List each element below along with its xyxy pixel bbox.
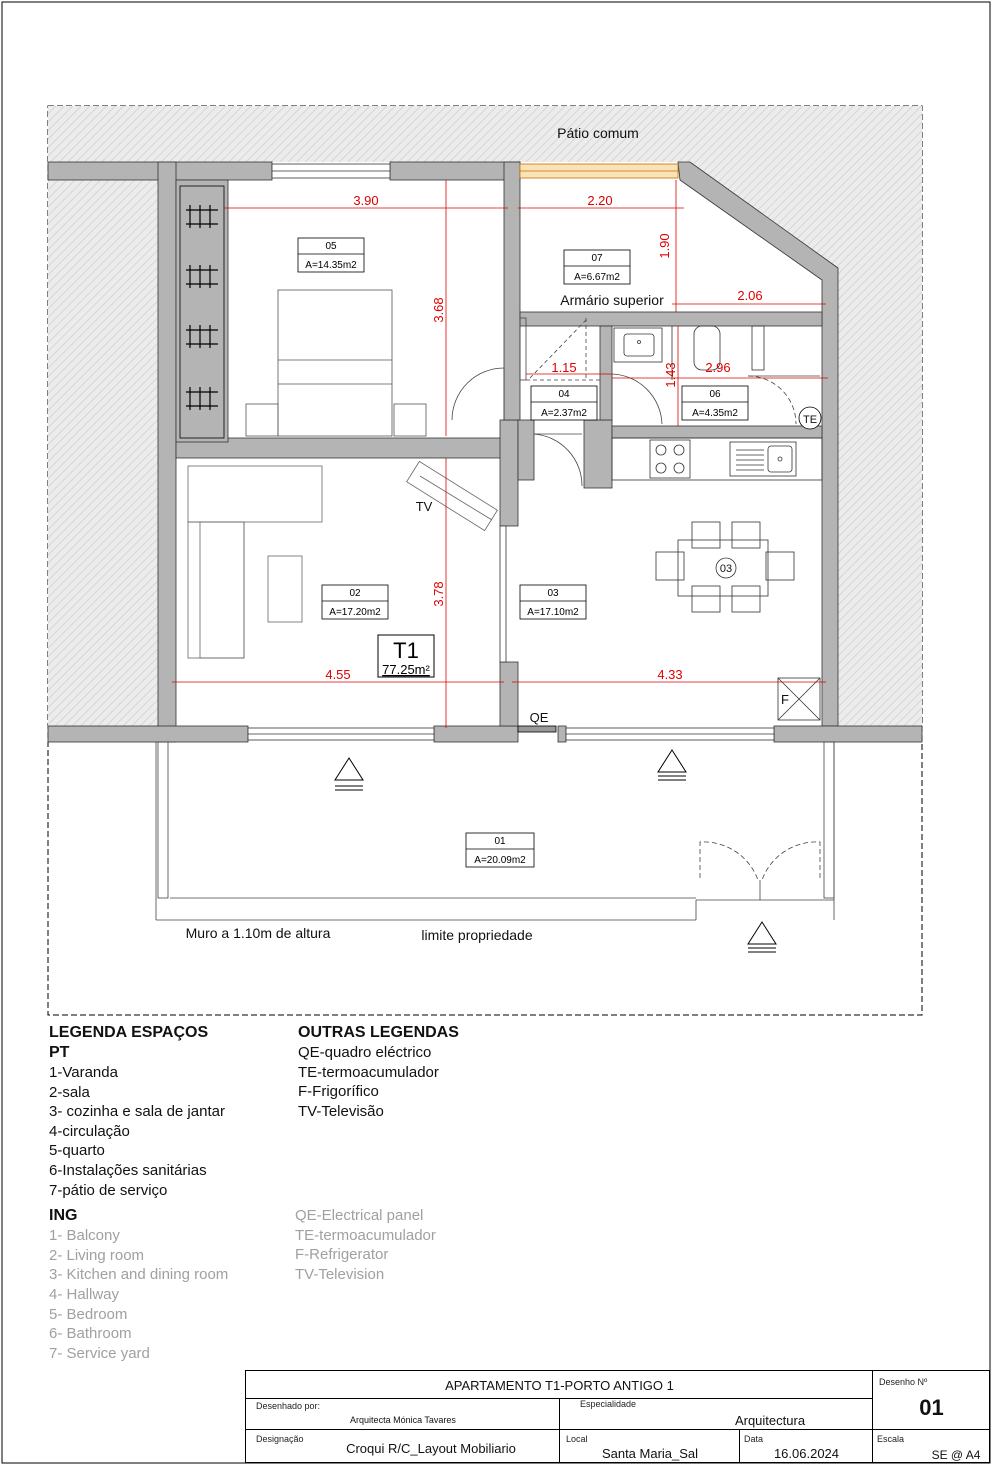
svg-text:05: 05 <box>325 241 337 252</box>
legend-ing-item: 6- Bathroom <box>49 1325 132 1343</box>
tb-scale: SE @ A4 <box>931 1448 981 1462</box>
tb-date: 16.06.2024 <box>773 1446 840 1461</box>
qe-label: QE <box>529 710 549 725</box>
room-label-03 <box>520 585 586 619</box>
room-label-04 <box>531 386 597 420</box>
room-label-02 <box>322 585 388 619</box>
svg-text:06: 06 <box>709 389 721 400</box>
legend-pt-item: 2-sala <box>49 1083 90 1101</box>
svg-text:T1: T1 <box>393 638 419 663</box>
legend-ing-item: 3- Kitchen and dining room <box>49 1266 229 1284</box>
svg-text:02: 02 <box>349 588 361 599</box>
dim-service-yard-width: 2.20 <box>587 193 613 208</box>
legend-pt-title: PT <box>49 1044 70 1061</box>
dim-bedroom-depth: 3.68 <box>431 297 446 323</box>
svg-text:A=2.37m2: A=2.37m2 <box>541 408 587 419</box>
svg-text:04: 04 <box>558 389 570 400</box>
tb-place-cell <box>560 1430 740 1462</box>
common-patio <box>48 106 922 162</box>
room-labels <box>298 238 748 867</box>
room-label-06 <box>682 386 748 420</box>
room-label-01 <box>466 833 534 867</box>
svg-text:A=17.20m2: A=17.20m2 <box>329 607 381 618</box>
dim-yard-bottom: 2.06 <box>737 288 763 303</box>
svg-text:A=17.10m2: A=17.10m2 <box>527 607 579 618</box>
patio-left-hatch <box>48 180 158 726</box>
room-label-05 <box>298 238 364 272</box>
legend-pt-item: 3- cozinha e sala de jantar <box>49 1103 225 1121</box>
room-label-07 <box>564 250 630 284</box>
dim-living-width: 4.55 <box>325 667 351 682</box>
legend-ing-item: 2- Living room <box>49 1246 145 1264</box>
tb-specialty: Arquitectura <box>734 1413 806 1428</box>
balcony <box>156 742 834 920</box>
legend-pt-item: 4-circulação <box>49 1122 130 1140</box>
legend-other-ing-item: F-Refrigerator <box>295 1246 389 1264</box>
dim-service-yard-depth: 1.90 <box>657 233 672 259</box>
svg-text:A=20.09m2: A=20.09m2 <box>474 855 526 866</box>
tb-project: APARTAMENTO T1-PORTO ANTIGO 1 <box>445 1378 674 1393</box>
entry-markers <box>335 750 776 952</box>
tb-designation: Croqui R/C_Layout Mobiliario <box>346 1441 516 1456</box>
tb-drawnby-label: Desenhado por: <box>256 1401 321 1411</box>
legend-ing-item: 5- Bedroom <box>49 1305 128 1323</box>
legend-other <box>298 1023 518 1121</box>
bed <box>246 290 426 436</box>
patio-label: Pátio comum <box>557 125 639 141</box>
table-label: 03 <box>719 563 733 575</box>
electrical-panel <box>518 726 556 732</box>
fridge-label: F <box>781 692 789 707</box>
legend-ing-title: ING <box>49 1207 78 1225</box>
tb-place-label: Local <box>566 1434 588 1444</box>
bathroom-fixtures <box>614 326 764 380</box>
walls <box>48 162 922 742</box>
te-label: TE <box>802 414 818 426</box>
legend-pt-item: 1-Varanda <box>49 1064 118 1081</box>
legend-other-item: QE-quadro eléctrico <box>298 1044 432 1061</box>
dim-living-depth: 3.78 <box>431 581 446 607</box>
tb-specialty-cell <box>560 1399 873 1430</box>
svg-text:A=14.35m2: A=14.35m2 <box>305 260 357 271</box>
legend-other-ing-item: TE-termoacumulador <box>295 1226 436 1244</box>
svg-text:A=4.35m2: A=4.35m2 <box>692 408 738 419</box>
legend-other-english <box>295 1206 515 1284</box>
tb-place: Santa Maria_Sal <box>601 1446 699 1461</box>
svg-text:A=6.67m2: A=6.67m2 <box>574 272 620 283</box>
tb-drawnby: Arquitecta Mónica Tavares <box>350 1415 456 1425</box>
tb-date-label: Data <box>744 1434 764 1444</box>
legend-spaces-title: LEGENDA ESPAÇOS <box>49 1024 209 1041</box>
legend-other-item: TE-termoacumulador <box>298 1063 439 1081</box>
tb-project-cell <box>246 1371 873 1399</box>
dim-bedroom-width: 3.90 <box>353 193 379 208</box>
dim-hallway-width: 1.15 <box>551 360 577 375</box>
tb-specialty-label: Especialidade <box>580 1399 637 1409</box>
legend-ing-item: 4- Hallway <box>49 1285 120 1303</box>
legend-pt-item: 7-pátio de serviço <box>49 1181 168 1199</box>
svg-text:07: 07 <box>591 253 603 264</box>
legend-ing-item: 1- Balcony <box>49 1227 120 1245</box>
unit-badge <box>378 635 434 677</box>
dim-bathroom-width: 2.96 <box>705 360 731 375</box>
living-furniture <box>188 461 497 658</box>
wall-note: Muro a 1.10m de altura <box>185 925 331 941</box>
legend-other-title: OUTRAS LEGENDAS <box>298 1024 459 1041</box>
legend-other-item: F-Frigorífico <box>298 1083 379 1101</box>
property-limit-label: limite propriedade <box>421 927 533 943</box>
tb-designation-cell <box>246 1430 560 1462</box>
legend-other-ing-item: QE-Electrical panel <box>295 1207 424 1224</box>
kitchen-counter <box>612 438 822 480</box>
svg-text:03: 03 <box>547 588 559 599</box>
legend-pt-item: 5-quarto <box>49 1142 105 1160</box>
wardrobe-label: Armário superior <box>560 292 664 308</box>
title-block <box>245 1370 990 1463</box>
tb-drawing-label: Desenho Nº <box>879 1377 928 1387</box>
legend-spaces <box>49 1023 289 1363</box>
svg-text:01: 01 <box>494 836 506 847</box>
tv-label: TV <box>415 499 433 514</box>
legend-other-item: TV-Televisão <box>298 1102 384 1120</box>
tb-designation-label: Designação <box>256 1434 304 1444</box>
tb-scale-label: Escala <box>877 1434 905 1444</box>
legend-other-ing-item: TV-Television <box>295 1265 385 1283</box>
legend-ing-item: 7- Service yard <box>49 1344 150 1362</box>
tb-scale-cell <box>873 1430 990 1462</box>
tb-date-cell <box>740 1430 873 1462</box>
svg-text:77.25m²: 77.25m² <box>382 662 430 677</box>
legend-pt-item: 6-Instalações sanitárias <box>49 1161 207 1179</box>
dim-kitchen-width: 4.33 <box>657 667 683 682</box>
dim-bathroom-depth: 1.43 <box>663 362 678 388</box>
tb-drawing-no: 01 <box>919 1395 944 1420</box>
tb-drawnby-cell <box>246 1399 560 1430</box>
